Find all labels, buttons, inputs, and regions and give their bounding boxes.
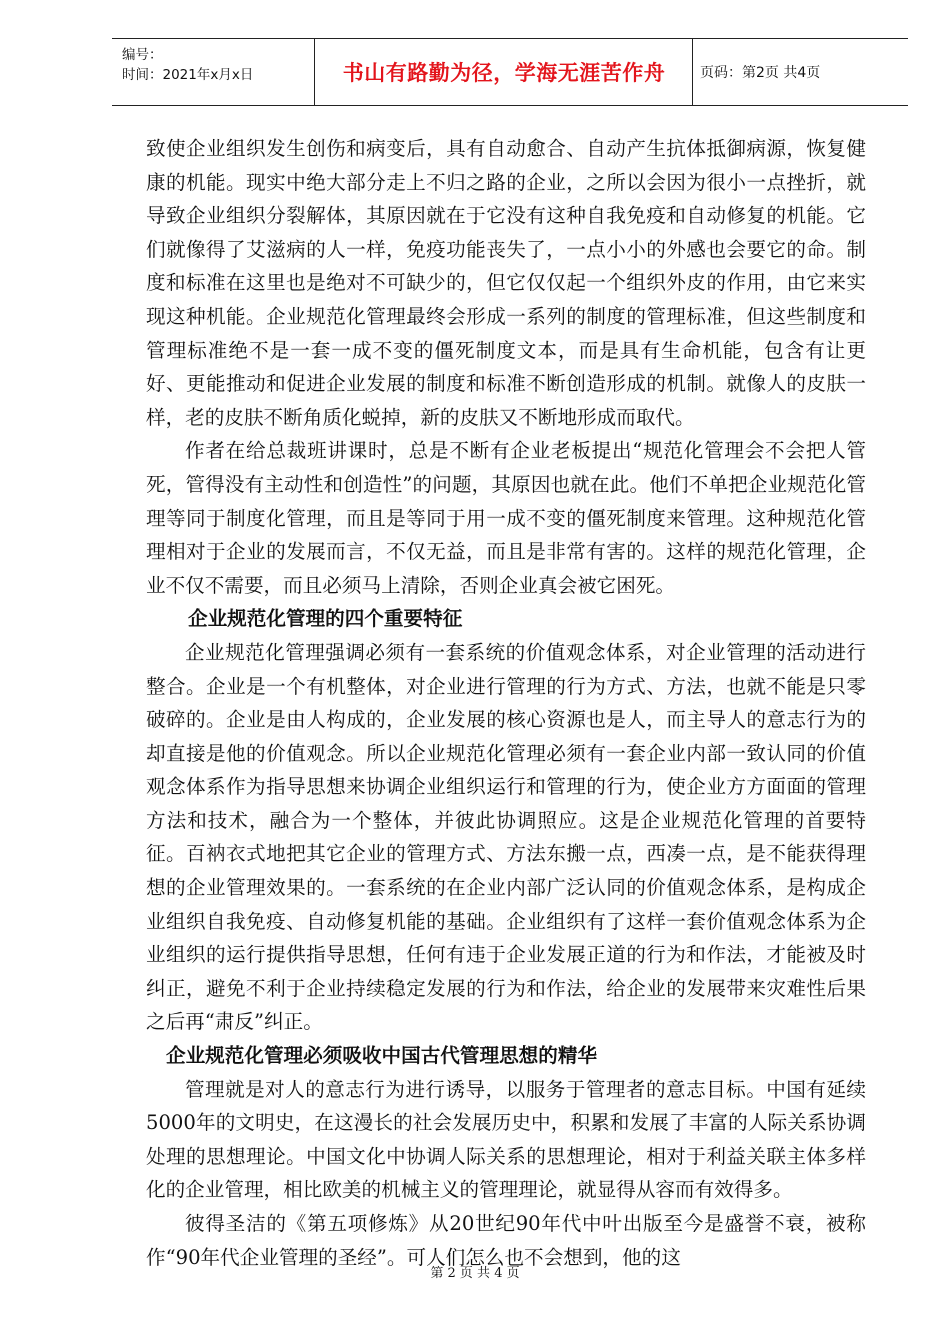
header-motto-cell bbox=[316, 39, 693, 105]
page-header bbox=[112, 38, 908, 106]
header-meta-cell bbox=[112, 39, 315, 105]
paragraph: 作者在给总裁班讲课时，总是不断有企业老板提出“规范化管理会不会把人管死，管得没有主动性和创造性”的问题，其原因也就在此。他们不单把企业规范化管理等同于制度化管理，而且是等同于用一成不变的僵死制度来管理。这种规范化管理相对于企业的发展而言，不仅无益，而且是非常有害的。这样的规范化管理，企业不仅不需要，而且必须马上清除，否则企业真会被它困死。 bbox=[146, 439, 866, 597]
paragraph-continued: 致使企业组织发生创伤和病变后，具有自动愈合、自动产生抗体抵御病源，恢复健康的机能。现实中绝大部分走上不归之路的企业，之所以会因为很小一点挫折，就导致企业组织分裂解体，其原因就在于它没有这种自我免疫和自动修复的机能。它们就像得了艾滋病的人一样，免疫功能丧失了，一点小小的外感也会要它的命。制度和标准在这里也是绝对不可缺少的，但它仅仅起一个组织外皮的作用，由它来实现这种机能。企业规范化管理最终会形成一系列的制度的管理标准，但这些制度和管理标准绝不是一套一成不变的僵死制度文本，而是具有生命机能，包含有让更好、更能推动和促进企业发展的制度和标准不断创造形成的机制。就像人的皮肤一样，老的皮肤不断角质化蜕掉，新的皮肤又不断地形成而取代。 bbox=[146, 137, 866, 429]
document-time-label: 时间：2021年x月x日 bbox=[122, 67, 254, 83]
header-page-cell bbox=[694, 39, 908, 105]
document-body bbox=[146, 132, 866, 1274]
section-heading-four-features: 企业规范化管理的四个重要特征 bbox=[188, 607, 463, 631]
paragraph: 彼得圣洁的《第五项修炼》从20世纪90年代中叶出版至今是盛誉不衰，被称作“90年代企业管理的圣经”。可人们怎么也不会想到，他的这 bbox=[146, 1212, 866, 1269]
paragraph: 管理就是对人的意志行为进行诱导，以服务于管理者的意志目标。中国有延续5000年的文明史，在这漫长的社会发展历史中，积累和发展了丰富的人际关系协调处理的思想理论。中国文化中协调人际关系的思想理论，相对于利益关联主体多样化的企业管理，相比欧美的机械主义的管理理论，就显得从容而有效得多。 bbox=[146, 1077, 866, 1202]
header-page-info: 页码：第2页 共4页 bbox=[700, 65, 821, 81]
page-footer: 第 2 页 共 4 页 bbox=[430, 1266, 520, 1281]
header-motto: 书山有路勤为径，学海无涯苦作舟 bbox=[342, 61, 666, 85]
document-number-label: 编号： bbox=[122, 47, 163, 63]
section-heading-chinese-thought: 企业规范化管理必须吸收中国古代管理思想的精华 bbox=[166, 1044, 598, 1068]
paragraph: 企业规范化管理强调必须有一套系统的价值观念体系，对企业管理的活动进行整合。企业是一个有机整体，对企业进行管理的行为方式、方法，也就不能是只零破碎的。企业是由人构成的，企业发展的核心资源也是人，而主导人的意志行为的却直接是他的价值观念。所以企业规范化管理必须有一套企业内部一致认同的价值观念体系作为指导思想来协调企业组织运行和管理的行为，使企业方方面面的管理方法和技术，融合为一个整体，并彼此协调照应。这是企业规范化管理的首要特征。百衲衣式地把其它企业的管理方式、方法东搬一点，西凑一点，是不能获得理想的企业管理效果的。一套系统的在企业内部广泛认同的价值观念体系，是构成企业组织自我免疫、自动修复机能的基础。企业组织有了这样一套价值观念体系为企业组织的运行提供指导思想，任何有违于企业发展正道的行为和作法，才能被及时纠正，避免不利于企业持续稳定发展的行为和作法，给企业的发展带来灾难性后果之后再“肃反”纠正。 bbox=[146, 640, 866, 1034]
